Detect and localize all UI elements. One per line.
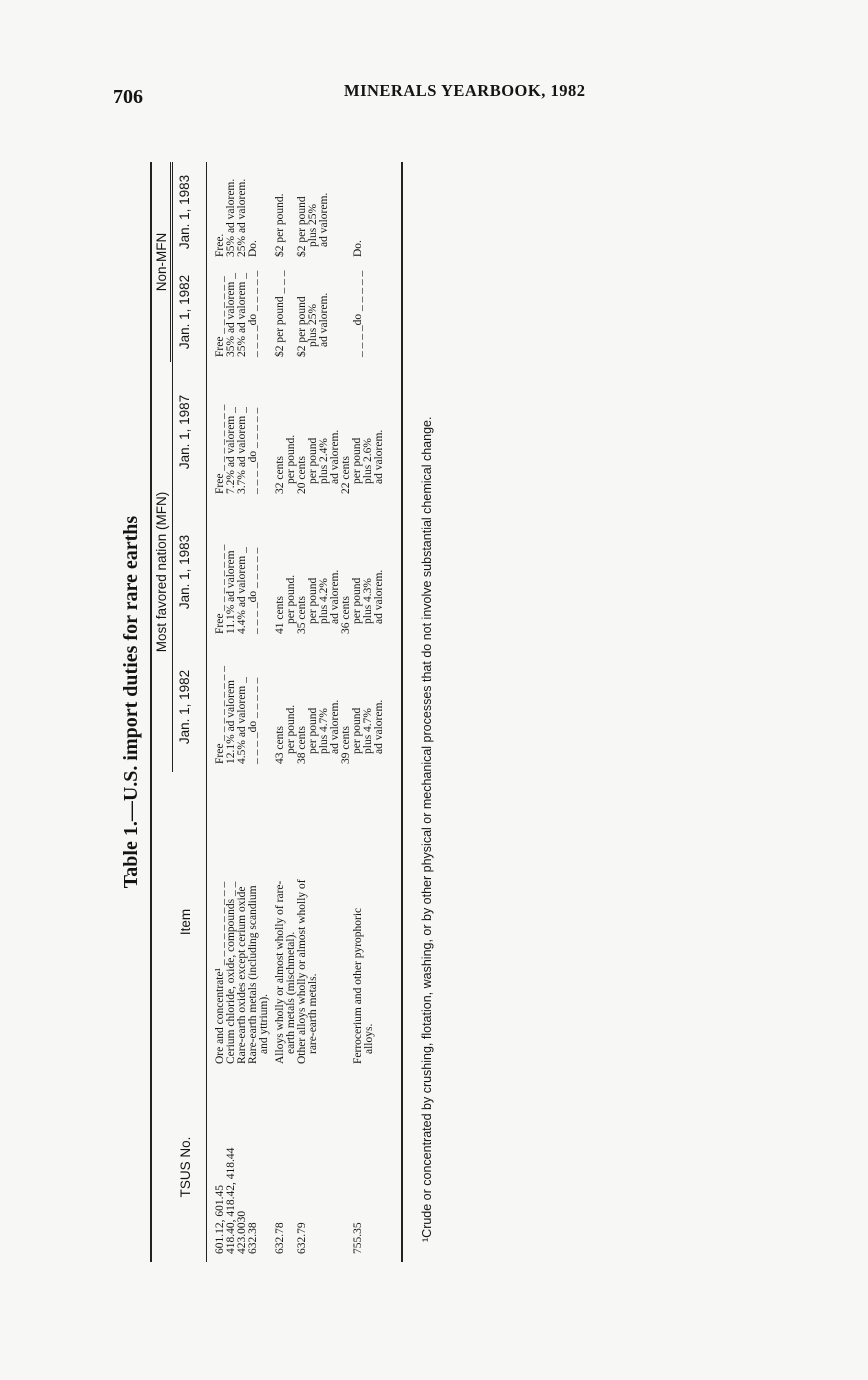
header-item: Item [178, 908, 193, 936]
table-row-mfn-1982: Free _ _ _ _ _ _ _ _ _ [214, 665, 226, 764]
table-row-mfn-1982-cont: per pound. [285, 704, 297, 754]
table-row-mfn-1982-cont: per pound [351, 707, 363, 754]
table-row-non-1983: $2 per pound. [274, 193, 286, 257]
table-row-tsus: 755.35 [352, 1222, 364, 1254]
table-row-non-1982-cont: plus 25% [307, 303, 319, 347]
table-row-non-1983-cont: ad valorem. [318, 192, 330, 247]
header-mfn-1982: Jan. 1, 1982 [177, 669, 192, 745]
table-row-item: Other alloys wholly or almost wholly of [296, 879, 308, 1064]
table-row-non-1982: _ _ _ _do _ _ _ _ _ [352, 270, 364, 357]
table-row-mfn-1982: 43 cents [274, 725, 286, 764]
table-row-mfn-1987-cont: ad valorem. [373, 429, 385, 484]
table-row-non-1983: 35% ad valorem. [225, 178, 237, 257]
table-row-item: Rare-earth metals (including scandium [247, 885, 259, 1064]
table-row-non-1983-cont: plus 25% [307, 203, 319, 247]
table-row-mfn-1983: 4.4% ad valorem _ [236, 547, 248, 634]
table-row-item-cont: alloys. [363, 1023, 375, 1054]
table-row-mfn-1987-cont: plus 2.4% [318, 438, 330, 484]
table-top-rule [150, 162, 152, 1262]
table-row-non-1983: Free. [214, 233, 226, 257]
table-row-mfn-1983: 36 cents [340, 595, 352, 634]
header-non-1982: Jan. 1, 1982 [177, 274, 192, 350]
table-row-mfn-1982: 4.5% ad valorem _ [236, 677, 248, 764]
table-row-item-cont: rare-earth metals. [307, 973, 319, 1054]
table-row-mfn-1987: 22 cents [340, 455, 352, 494]
table-row-tsus: 423.0030 [236, 1210, 248, 1254]
table-row-non-1982: 35% ad valorem _ [225, 273, 237, 357]
table-row-mfn-1982: 39 cents [340, 725, 352, 764]
table-row-item: Ferrocerium and other pyrophoric [352, 907, 364, 1064]
table-row-mfn-1983-cont: plus 4.2% [318, 578, 330, 624]
table-row-mfn-1987-cont: per pound [351, 437, 363, 484]
table-row-non-1983: $2 per pound [296, 196, 308, 257]
table-row-item: Cerium chloride, oxide, compounds _ _ [225, 881, 237, 1064]
table-row-mfn-1987-cont: per pound. [285, 434, 297, 484]
running-head: MINERALS YEARBOOK, 1982 [344, 81, 586, 100]
table-row-mfn-1983-cont: ad valorem. [329, 569, 341, 624]
table-row-item: Rare-earth oxides except cerium oxide [236, 886, 248, 1064]
table-row-item-cont: and yttrium). [258, 993, 270, 1054]
table-row-mfn-1987-cont: ad valorem. [329, 429, 341, 484]
table-row-item-cont: earth metals (mischmetal). [285, 931, 297, 1054]
table-row-mfn-1983: 11.1% ad valorem [225, 550, 237, 634]
header-tsus: TSUS No. [178, 1136, 193, 1198]
header-mfn-1983: Jan. 1, 1983 [177, 534, 192, 610]
nonmfn-subrule [170, 162, 171, 362]
table-row-tsus: 418.40, 418.42, 418.44 [225, 1147, 237, 1254]
table-row-mfn-1982-cont: plus 4.7% [318, 708, 330, 754]
table-row-mfn-1987: 32 cents [274, 455, 286, 494]
group-header-rule [172, 162, 173, 772]
table-row-mfn-1987: _ _ _ _do _ _ _ _ _ [247, 407, 259, 494]
table-row-non-1983: Do. [247, 240, 259, 257]
table-row-mfn-1982-cont: per pound [307, 707, 319, 754]
table-row-mfn-1983-cont: per pound [307, 577, 319, 624]
table-row-mfn-1983: 35 cents [296, 595, 308, 634]
header-non-1983: Jan. 1, 1983 [177, 174, 192, 250]
table-row-mfn-1983-cont: per pound [351, 577, 363, 624]
table-row-mfn-1987: 3.7% ad valorem _ [236, 407, 248, 494]
table-row-mfn-1982-cont: plus 4.7% [362, 708, 374, 754]
table-row-mfn-1987-cont: plus 2.6% [362, 438, 374, 484]
table-row-non-1982: 25% ad valorem _ [236, 273, 248, 357]
rotated-table [118, 142, 438, 1262]
table-row-non-1982-cont: ad valorem. [318, 292, 330, 347]
table-row-non-1982: $2 per pound [296, 296, 308, 357]
header-bottom-rule [206, 162, 207, 1262]
table-row-mfn-1982: _ _ _ _do _ _ _ _ _ [247, 677, 259, 764]
table-row-mfn-1983: _ _ _ _do _ _ _ _ _ [247, 547, 259, 634]
table-row-tsus: 601.12, 601.45 [214, 1185, 226, 1254]
table-row-tsus: 632.78 [274, 1222, 286, 1254]
table-row-mfn-1983-cont: ad valorem. [373, 569, 385, 624]
table-bottom-rule [401, 162, 403, 1262]
table-row-tsus: 632.38 [247, 1222, 259, 1254]
table-row-mfn-1983: 41 cents [274, 595, 286, 634]
header-mfn-group: Most favored nation (MFN) [154, 491, 169, 653]
table-row-non-1983: 25% ad valorem. [236, 178, 248, 257]
table-row-item: Ore and concentrate¹ _ _ _ _ _ _ _ _ _ _ [214, 881, 226, 1064]
table-row-mfn-1982: 12.1% ad valorem [225, 680, 237, 764]
table-row-mfn-1982-cont: ad valorem. [329, 699, 341, 754]
table-footnote: ¹Crude or concentrated by crushing, flotation, washing, or by other physical or mechanical processes that do not involve substantial chemical change. [420, 416, 434, 1242]
table-row-item: Alloys wholly or almost wholly of rare- [274, 880, 286, 1064]
table-title: Table 1.—U.S. import duties for rare earths [120, 515, 142, 889]
table-row-mfn-1982-cont: ad valorem. [373, 699, 385, 754]
table-row-non-1982: Free _ _ _ _ _ _ _ [214, 276, 226, 357]
table-row-mfn-1982: 38 cents [296, 725, 308, 764]
table-row-mfn-1983-cont: plus 4.3% [362, 578, 374, 624]
table-row-mfn-1983-cont: per pound. [285, 574, 297, 624]
header-mfn-1987: Jan. 1, 1987 [177, 394, 192, 470]
page-number: 706 [113, 86, 143, 108]
table-row-mfn-1983: Free _ _ _ _ _ _ _ _ [214, 544, 226, 634]
table-row-tsus: 632.79 [296, 1222, 308, 1254]
table-row-non-1982: _ _ _ _do _ _ _ _ _ [247, 270, 259, 357]
header-nonmfn-group: Non-MFN [154, 232, 169, 292]
table-row-non-1982: $2 per pound _ _ _ [274, 270, 286, 357]
table-row-non-1983: Do. [352, 240, 364, 257]
table-row-mfn-1987: 7.2% ad valorem _ [225, 407, 237, 494]
table-row-mfn-1987: Free _ _ _ _ _ _ _ _ [214, 404, 226, 494]
table-row-mfn-1987-cont: per pound [307, 437, 319, 484]
table-row-mfn-1987: 20 cents [296, 455, 308, 494]
page-header [0, 0, 868, 110]
